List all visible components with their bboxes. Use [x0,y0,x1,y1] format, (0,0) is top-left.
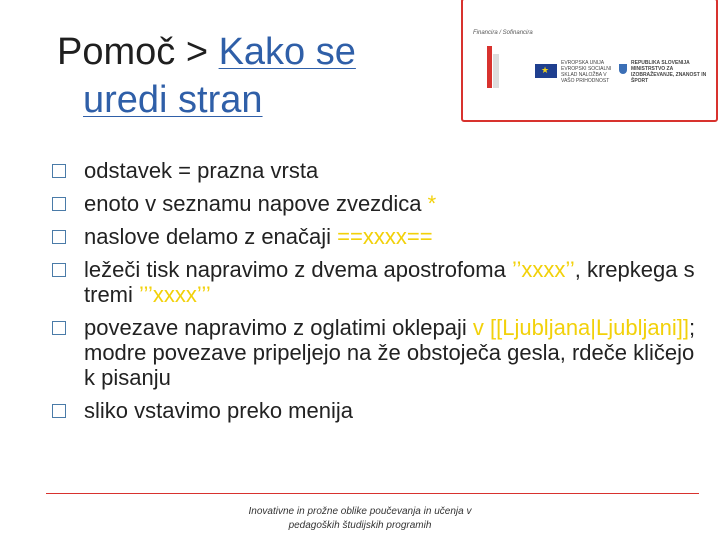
list-item [50,158,710,183]
eu-flag-icon [535,64,557,78]
checkbox-bullet-icon [52,197,66,211]
list-item [50,257,710,307]
bullet-text: enoto v seznamu napove zvezdica [84,191,428,216]
page-title [57,28,427,124]
bullet-text: ležeči tisk napravimo z dvema apostrofoma [84,257,512,282]
markup-example: ’’’xxxx’’’ [139,282,211,307]
checkbox-bullet-icon [52,263,66,277]
eu-logo-text: EVROPSKA UNIJA EVROPSKI SOCIALNI SKLAD NALOŽBA V VAŠO PRIHODNOST [561,60,612,84]
bullet-text: naslove delamo z enačaji [84,224,338,249]
checkbox-bullet-icon [52,230,66,244]
markup-example: * [427,191,437,216]
footer [230,505,490,533]
title-prefix: Pomoč > [57,31,219,73]
ministry-logo-text: REPUBLIKA SLOVENIJA MINISTRSTVO ZA IZOBRAŽEVANJE, ZNANOST IN ŠPORT [631,60,707,84]
bullet-text: povezave napravimo z oglatimi oklepaji [84,315,473,340]
checkbox-bullet-icon [52,164,66,178]
footer-line1: Inovativne in prožne oblike poučevanja in učenja v [248,506,472,517]
university-logo [487,46,499,88]
bullet-text: , krepkega s tremi [84,257,695,307]
bullet-text: sliko vstavimo preko menija [84,398,353,423]
logo-caption: Financira / Sofinancira [473,30,533,36]
bullet-text: odstavek = prazna vrsta [84,158,319,183]
title-link-line1[interactable]: Kako se [218,31,356,73]
markup-example: ’’xxxx’’ [511,257,575,282]
markup-example: ==xxxx== [337,224,433,249]
checkbox-bullet-icon [52,404,66,418]
footer-line2: pedagoških študijskih programih [288,520,432,531]
list-item [50,224,710,249]
list-item [50,398,710,423]
bullet-list [50,158,710,431]
footer-divider [46,493,699,494]
title-link-line2[interactable]: uredi stran [83,79,263,121]
sponsor-logos-panel [461,0,718,122]
list-item [50,315,710,390]
slovenia-coat-of-arms-icon [619,64,627,74]
list-item [50,191,710,216]
checkbox-bullet-icon [52,321,66,335]
markup-example: v [[Ljubljana|Ljubljani]] [472,315,689,340]
bullet-text: ; modre povezave pripeljejo na že obstoječa gesla, rdeče kličejo k pisanju [84,315,696,390]
